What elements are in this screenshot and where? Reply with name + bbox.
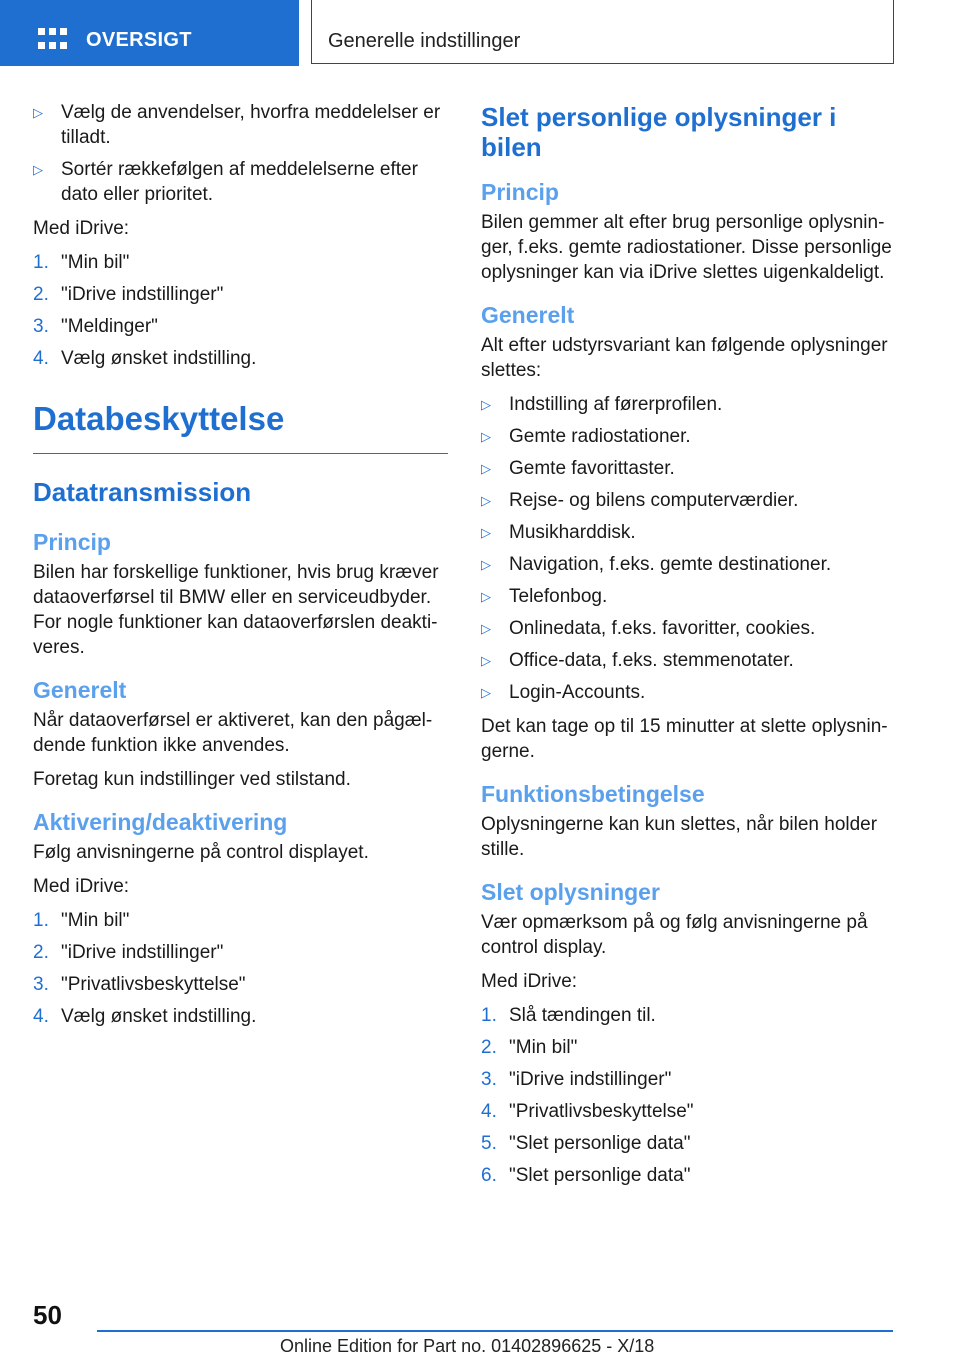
idrive-label: Med iDrive: — [33, 218, 130, 239]
grid-icon — [38, 28, 68, 52]
steps-list — [481, 1003, 896, 1188]
list-item: ▷ Gemte favorittaster. — [481, 458, 675, 479]
page-number: 50 — [33, 1300, 62, 1330]
edition-text: Online Edition for Part no. 01402896625 - X/18 — [280, 1336, 655, 1356]
triangle-right-icon: ▷ — [481, 621, 491, 636]
general-text: Foretag kun indstillinger ved stilstand. — [33, 769, 351, 790]
list-item: 3. "iDrive indstillinger" — [481, 1069, 672, 1090]
list-item: 4. Vælg ønsket indstilling. — [33, 1006, 257, 1027]
list-item: 3. "Privatlivsbeskyttelse" — [33, 974, 246, 995]
principle-heading: Princip — [33, 529, 111, 555]
list-item: ▷ Telefonbog. — [481, 586, 608, 607]
list-item: 2. "iDrive indstillinger" — [33, 942, 224, 963]
duration-text: Det kan tage op til 15 minutter at slette oplysningerne. — [481, 716, 888, 762]
idrive-label: Med iDrive: — [33, 876, 130, 897]
activation-heading: Aktivering/deaktivering — [33, 809, 288, 835]
data-bullet-list — [481, 392, 896, 705]
triangle-right-icon: ▷ — [481, 589, 491, 604]
steps-list — [33, 250, 448, 371]
overview-tab[interactable] — [0, 0, 299, 66]
list-item: ▷ Rejse- og bilens computerværdier. — [481, 490, 799, 511]
steps-list — [33, 908, 448, 1029]
general-heading: Generelt — [481, 302, 575, 328]
list-item: ▷ Office-data, f.eks. stemmenotater. — [481, 650, 794, 671]
list-item: 2. "Min bil" — [481, 1037, 578, 1058]
section-heading: Databeskyttelse — [33, 399, 448, 454]
list-item: 1. Slå tændingen til. — [481, 1005, 656, 1026]
triangle-right-icon: ▷ — [481, 429, 491, 444]
triangle-right-icon: ▷ — [481, 653, 491, 668]
list-item: ▷ Login-Accounts. — [481, 682, 646, 703]
list-item: 4. "Privatlivsbeskyttelse" — [481, 1101, 694, 1122]
triangle-right-icon: ▷ — [33, 162, 43, 177]
principle-text: Bilen har forskellige funktioner, hvis brug kræver dataoverførsel til BMW eller en serviceudbyder. For nogle funktioner kan dataoverførslen deaktiveres. — [33, 562, 439, 658]
general-text: Når dataoverførsel er aktiveret, kan den pågældende funktion ikke anvendes. — [33, 710, 433, 756]
list-item: ▷ Onlinedata, f.eks. favoritter, cookies. — [481, 618, 816, 639]
list-item: 1. "Min bil" — [33, 910, 130, 931]
condition-text: Oplysningerne kan kun slettes, når bilen holder stille. — [481, 814, 878, 860]
principle-heading: Princip — [481, 179, 559, 205]
left-column — [33, 100, 448, 1038]
list-item: 1. "Min bil" — [33, 252, 130, 273]
list-item: ▷ Sortér rækkefølgen af meddelelserne efter dato eller prioritet. — [33, 159, 418, 205]
activation-text: Følg anvisningerne på control displayet. — [33, 842, 369, 863]
general-heading: Generelt — [33, 677, 127, 703]
list-item: ▷ Musikharddisk. — [481, 522, 636, 543]
list-item: ▷ Indstilling af førerprofilen. — [481, 394, 723, 415]
triangle-right-icon: ▷ — [481, 397, 491, 412]
page-header — [0, 0, 960, 66]
subsection-heading: Slet personlige oplysninger i bilen — [481, 102, 837, 162]
triangle-right-icon: ▷ — [481, 461, 491, 476]
list-item: ▷ Gemte radiostationer. — [481, 426, 691, 447]
overview-label: OVERSIGT — [86, 29, 192, 51]
footer-divider — [97, 1330, 893, 1332]
list-item: 2. "iDrive indstillinger" — [33, 284, 224, 305]
section-tab[interactable] — [311, 0, 894, 64]
triangle-right-icon: ▷ — [481, 525, 491, 540]
triangle-right-icon: ▷ — [33, 105, 43, 120]
idrive-label: Med iDrive: — [481, 971, 578, 992]
list-item: 6. "Slet personlige data" — [481, 1165, 691, 1186]
condition-heading: Funktionsbetingelse — [481, 781, 705, 807]
triangle-right-icon: ▷ — [481, 493, 491, 508]
list-item: 3. "Meldinger" — [33, 316, 158, 337]
list-item: ▷ Navigation, f.eks. gemte destinationer. — [481, 554, 832, 575]
principle-text: Bilen gemmer alt efter brug personlige oplysninger, f.eks. gemte radiostationer. Disse personlige oplysninger kan via iDrive slettes uigenkaldeligt. — [481, 212, 892, 283]
list-item: 4. Vælg ønsket indstilling. — [33, 348, 257, 369]
delete-heading: Slet oplysninger — [481, 879, 660, 905]
triangle-right-icon: ▷ — [481, 557, 491, 572]
delete-text: Vær opmærksom på og følg anvisningerne på control display. — [481, 912, 868, 958]
intro-bullet-list — [33, 100, 448, 207]
right-column — [481, 100, 896, 1197]
section-title: Generelle indstillinger — [328, 30, 521, 52]
general-text: Alt efter udstyrsvariant kan følgende oplysninger slettes: — [481, 335, 888, 381]
subsection-heading: Datatransmission — [33, 477, 252, 507]
list-item: 5. "Slet personlige data" — [481, 1133, 691, 1154]
triangle-right-icon: ▷ — [481, 685, 491, 700]
list-item: ▷ Vælg de anvendelser, hvorfra meddelelser er tilladt. — [33, 102, 441, 148]
